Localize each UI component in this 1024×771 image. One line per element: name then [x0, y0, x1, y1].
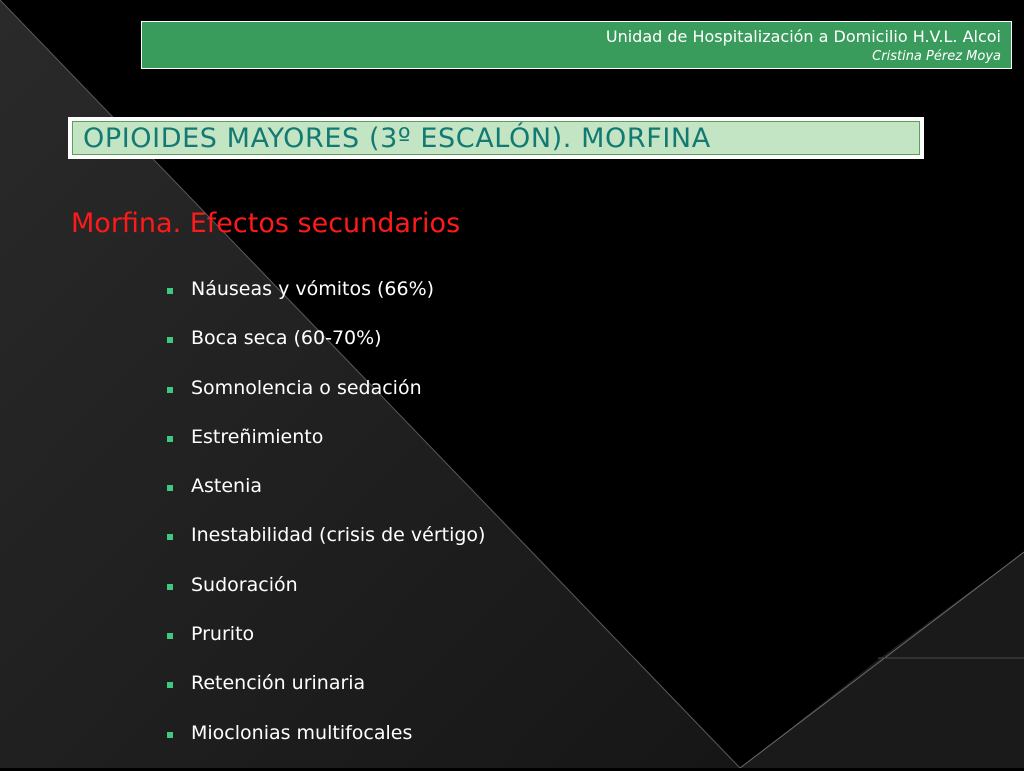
- list-item-text: Astenia: [191, 475, 262, 498]
- bullet-square-icon: [167, 682, 173, 688]
- list-item-text: Somnolencia o sedación: [191, 376, 422, 399]
- list-item-text: Boca seca (60-70%): [191, 327, 382, 350]
- list-item-text: Retención urinaria: [191, 672, 366, 695]
- slide-title: OPIOIDES MAYORES (3º ESCALÓN). MORFINA: [83, 123, 711, 154]
- list-item-text: Estreñimiento: [191, 425, 324, 448]
- bullet-square-icon: [167, 534, 173, 540]
- bullet-square-icon: [167, 387, 173, 393]
- slide-subtitle: Morfina. Efectos secundarios: [71, 208, 461, 239]
- header-author: Cristina Pérez Moya: [872, 49, 1001, 64]
- header-bar: [141, 21, 1012, 69]
- list-item-text: Prurito: [191, 623, 255, 646]
- list-item-text: Náuseas y vómitos (66%): [191, 278, 435, 300]
- bullet-square-icon: [167, 732, 173, 738]
- bullet-square-icon: [167, 485, 173, 491]
- bullet-square-icon: [167, 337, 173, 343]
- header-institution: Unidad de Hospitalización a Domicilio H.V.L. Alcoi: [605, 27, 1001, 46]
- bullet-square-icon: [167, 633, 173, 639]
- bullet-square-icon: [167, 288, 173, 294]
- list-item-text: Sudoración: [191, 573, 298, 596]
- list-item-text: Inestabilidad (crisis de vértigo): [191, 524, 486, 547]
- bullet-square-icon: [167, 584, 173, 590]
- slide-title-box: [68, 117, 924, 159]
- bullet-square-icon: [167, 436, 173, 442]
- list-item-text: Mioclonias multifocales: [191, 721, 413, 744]
- slide-title-inner: [72, 121, 920, 155]
